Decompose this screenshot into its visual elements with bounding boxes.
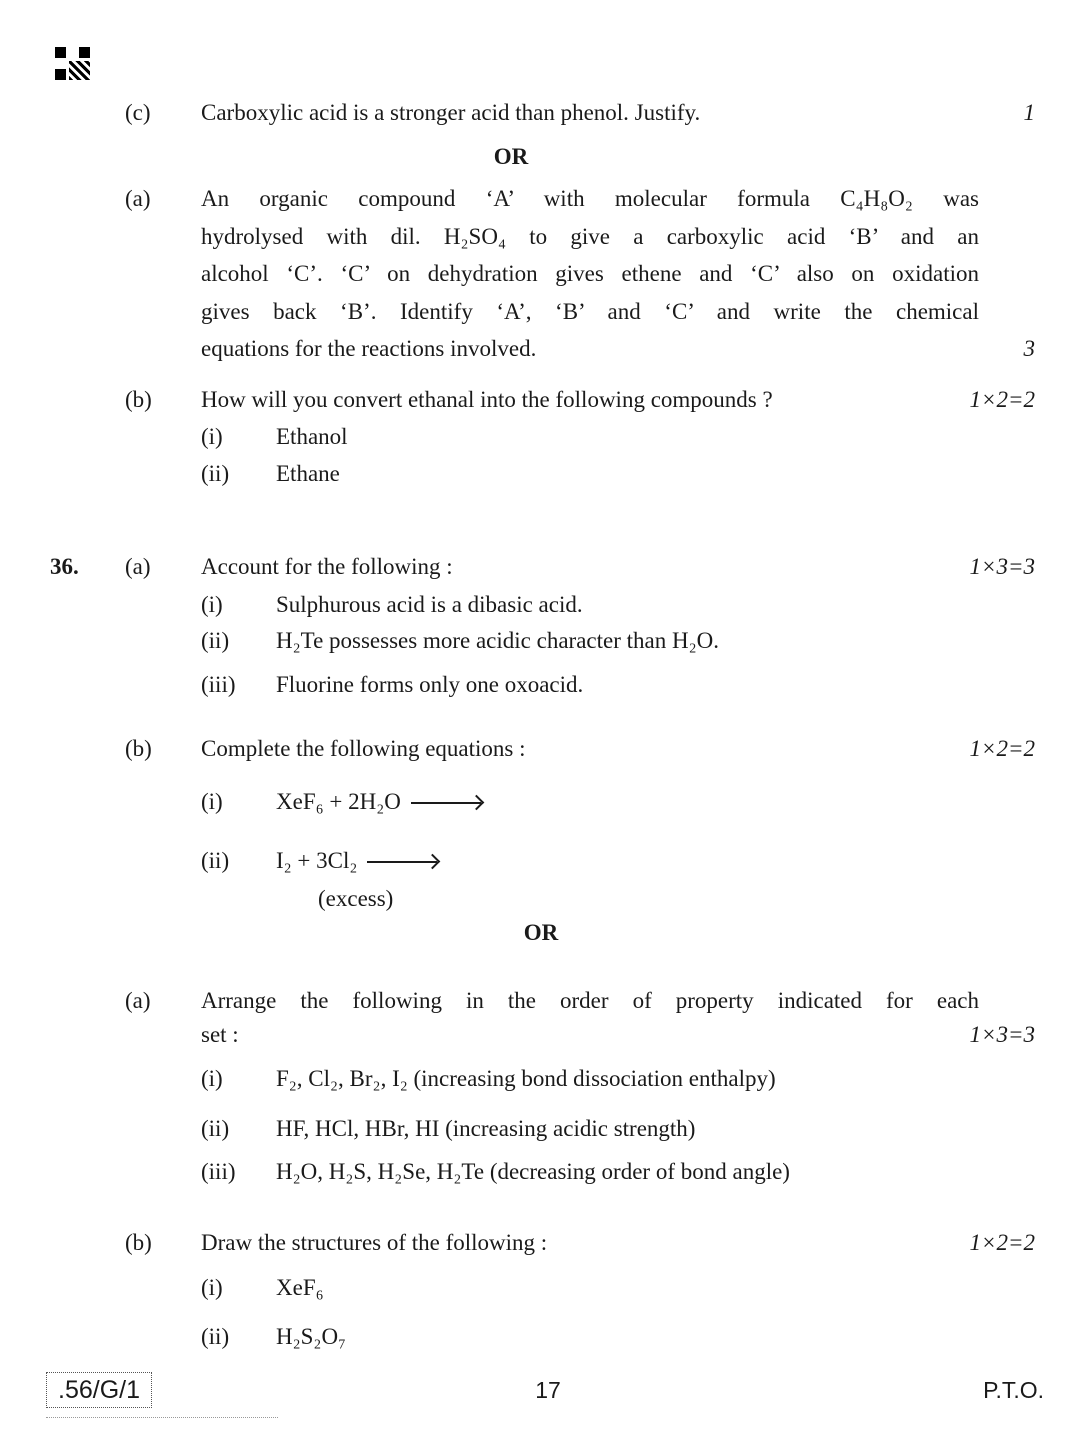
part-label: (b) [125,736,152,761]
sub-text: H₂O, H₂S, H₂Se, H₂Te (decreasing order of bond angle) [276,1159,790,1184]
footer-strip [46,1417,278,1420]
marks: 1×2=2 [969,387,1035,412]
part-label: (b) [125,387,152,412]
question-text: Complete the following equations : [201,736,526,761]
equation [276,788,481,816]
sub-label: (i) [201,789,223,814]
question-text: Account for the following : [201,554,453,579]
or-divider: OR [493,144,529,169]
sub-text: H₂Te possesses more acidic character than H₂O. [276,628,719,653]
marks: 1 [1023,100,1035,125]
part-label: (c) [125,100,151,125]
sub-text: H₂S₂O₇ [276,1324,347,1349]
arrow-icon [411,802,481,804]
paragraph-line: gives back ‘B’. Identify ‘A’, ‘B’ and ‘C’ and write the chemical [201,299,979,324]
sub-label: (ii) [201,628,230,653]
qr-code [55,47,90,80]
sub-text: HF, HCl, HBr, HI (increasing acidic strength) [276,1116,696,1141]
equation-note: (excess) [318,886,394,911]
sub-text: Ethanol [276,424,348,449]
marks: 1×2=2 [969,736,1035,761]
sub-label: (ii) [201,461,230,486]
part-label: (a) [125,186,151,211]
sub-text: Ethane [276,461,340,486]
paper-code: .56/G/1 [46,1372,152,1408]
paragraph-line: An organic compound ‘A’ with molecular formula C₄H₈O₂ was [201,186,979,211]
part-label: (b) [125,1230,152,1255]
equation-reactants: I₂ + 3Cl₂ [276,848,358,873]
equation-reactants: XeF₆ + 2H₂O [276,789,401,814]
sub-label: (i) [201,1275,223,1300]
or-divider: OR [523,920,559,945]
marks: 3 [1023,336,1035,361]
sub-text: F₂, Cl₂, Br₂, I₂ (increasing bond dissociation enthalpy) [276,1066,776,1091]
sub-label: (i) [201,424,223,449]
marks: 1×2=2 [969,1230,1035,1255]
question-text: How will you convert ethanal into the following compounds ? [201,387,773,412]
sub-label: (ii) [201,1324,230,1349]
marks: 1×3=3 [969,554,1035,579]
sub-label: (iii) [201,672,236,697]
sub-label: (iii) [201,1159,236,1184]
arrow-icon [367,861,437,863]
question-text: Draw the structures of the following : [201,1230,548,1255]
marks: 1×3=3 [969,1022,1035,1047]
sub-label: (ii) [201,1116,230,1141]
sub-label: (i) [201,1066,223,1091]
paragraph-line: equations for the reactions involved. [201,336,537,361]
paragraph-line: alcohol ‘C’. ‘C’ on dehydration gives ethene and ‘C’ also on oxidation [201,261,979,286]
sub-text: Fluorine forms only one oxoacid. [276,672,584,697]
question-text: Arrange the following in the order of property indicated for each [201,988,979,1013]
part-label: (a) [125,554,151,579]
pto-label: P.T.O. [983,1377,1044,1403]
sub-text: XeF₆ [276,1275,324,1300]
part-label: (a) [125,988,151,1013]
paragraph-line: hydrolysed with dil. H₂SO₄ to give a carboxylic acid ‘B’ and an [201,224,979,249]
question-number: 36. [50,554,79,579]
sub-label: (ii) [201,848,230,873]
page-number: 17 [535,1377,561,1403]
sub-text: Sulphurous acid is a dibasic acid. [276,592,583,617]
equation [276,847,437,875]
question-text: Carboxylic acid is a stronger acid than phenol. Justify. [201,100,701,125]
sub-label: (i) [201,592,223,617]
question-text: set : [201,1022,239,1047]
